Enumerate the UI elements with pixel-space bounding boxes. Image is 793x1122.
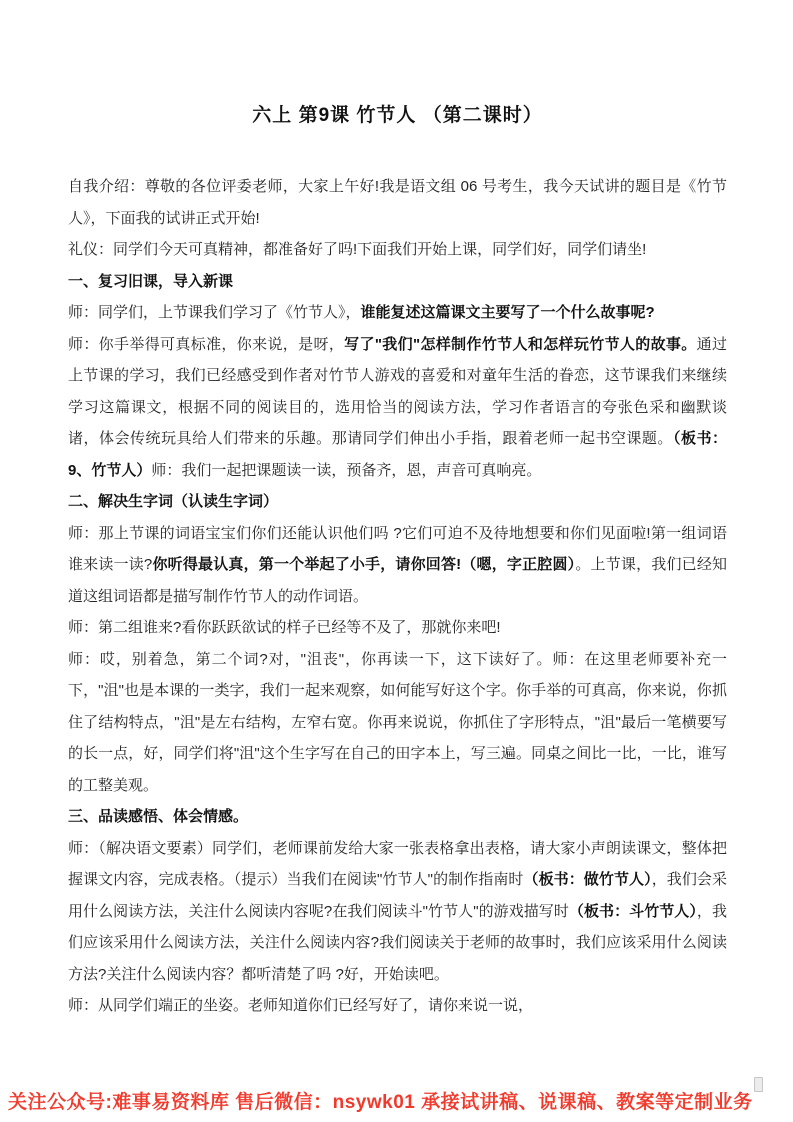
- section2-paragraph-2: [68, 612, 727, 644]
- document-content: [68, 100, 727, 1022]
- text-run: 师：那上节课的词语宝宝们你们还能认识他们吗 ?它们可迫不及待地想要和你们见面啦!第一组词语谁来读一读?: [68, 524, 727, 573]
- page-title: 六上 第9课 竹节人 （第二课时）: [252, 105, 543, 126]
- text-run: 自我介绍：尊敬的各位评委老师，大家上午好!我是语文组 06 号考生，我今天试讲的题目是《竹节人》，下面我的试讲正式开始!: [68, 178, 727, 227]
- text-run: 师：同学们，上节课我们学习了《竹节人》，: [68, 304, 361, 321]
- promo-footer: 关注公众号:难事易资料库 售后微信：nsywk01 承接试讲稿、说课稿、教案等定制业务: [8, 1092, 753, 1113]
- bold-run-banshu: （板书：9、竹节人）: [68, 430, 727, 479]
- section3-paragraph-2: [68, 990, 727, 1022]
- text-run: 师：从同学们端正的坐姿。老师知道你们已经写好了，请你来说一说，: [68, 997, 534, 1014]
- text-run: ，我们会采用什么阅读方法，关注什么阅读内容呢?在我们阅读斗"竹节人"的游戏描写时: [68, 871, 727, 920]
- text-run: 师：你手举得可真标准，你来说，是呀，: [68, 335, 345, 353]
- section1-paragraph-2: [68, 329, 727, 487]
- bold-run: 写了"我们"怎样制作竹节人和怎样玩竹节人的故事。: [344, 335, 697, 353]
- text-run: ，我们应该采用什么阅读方法，关注什么阅读内容?我们阅读关于老师的故事时，我们应该采用什么阅读方法?关注什么阅读内容？都听清楚了吗 ?好，开始读吧。: [68, 902, 727, 983]
- text-run: 通过上节课的学习，我们已经感受到作者对竹节人游戏的喜爱和对童年生活的眷恋，这节课我们来继续学习这篇课文，根据不同的阅读目的，选用恰当的阅读方法，学习作者语言的夸张色采和幽默谈诸，体会传统玩具给人们带来的乐趣。那请同学们伸出小手指，跟着老师一起书空课题。: [68, 335, 727, 447]
- section2-paragraph-1: [68, 518, 727, 613]
- intro-paragraph: [68, 171, 727, 234]
- section3-paragraph-1: [68, 833, 727, 991]
- bold-run: 你听得最认真，第一个举起了小手，请你回答!（嗯，字正腔圆）: [152, 556, 576, 573]
- section2-heading: 二、解决生字词（认读生字词）: [68, 493, 279, 510]
- section1-heading: 一、复习旧课，导入新课: [68, 272, 234, 290]
- etiquette-paragraph: [68, 234, 727, 266]
- bold-run-banshu: （板书：做竹节人）: [523, 871, 652, 888]
- text-run: 礼仪：同学们今天可真精神，都准备好了吗!下面我们开始上课，同学们好，同学们请坐!: [68, 241, 647, 258]
- text-run: 。上节课，我们已经知道这组词语都是描写制作竹节人的动作词语。: [68, 556, 728, 605]
- section3-heading: 三、品读感悟、体会情感。: [68, 808, 249, 825]
- section1-paragraph-1: [68, 297, 727, 329]
- bold-run: 谁能复述这篇课文主要写了一个什么故事呢?: [360, 304, 655, 321]
- text-run: 师：哎，别着急，第二个词?对，"沮丧"，你再读一下，这下读好了。师：在这里老师要补充一下，"沮"也是本课的一类字，我们一起来观察，如何能写好这个字。你手举的可真高，你来说，你抓住了结构特点，"沮"是左右结构，左窄右宽。你再来说说，你抓住了字形特点，"沮"最后一笔横要写的长一点，好，同学们将"沮"这个生字写在自己的田字本上，写三遍。同桌之间比一比，一比，谁写的工整美观。: [68, 650, 727, 794]
- section2-paragraph-3: [68, 644, 727, 802]
- bold-run-banshu: （板书：斗竹节人）: [568, 902, 697, 920]
- text-run: 师：我们一起把课题读一读，预备齐，恩，声音可真响亮。: [151, 461, 542, 479]
- text-run: 师：第二组谁来?看你跃跃欲试的样子已经等不及了，那就你来吧!: [68, 619, 501, 636]
- text-run: 师：（解决语文要素）同学们，老师课前发给大家一张表格拿出表格，请大家小声朗读课文，整体把握课文内容，完成表格。（提示）当我们在阅读"竹节人"的制作指南时: [68, 839, 727, 888]
